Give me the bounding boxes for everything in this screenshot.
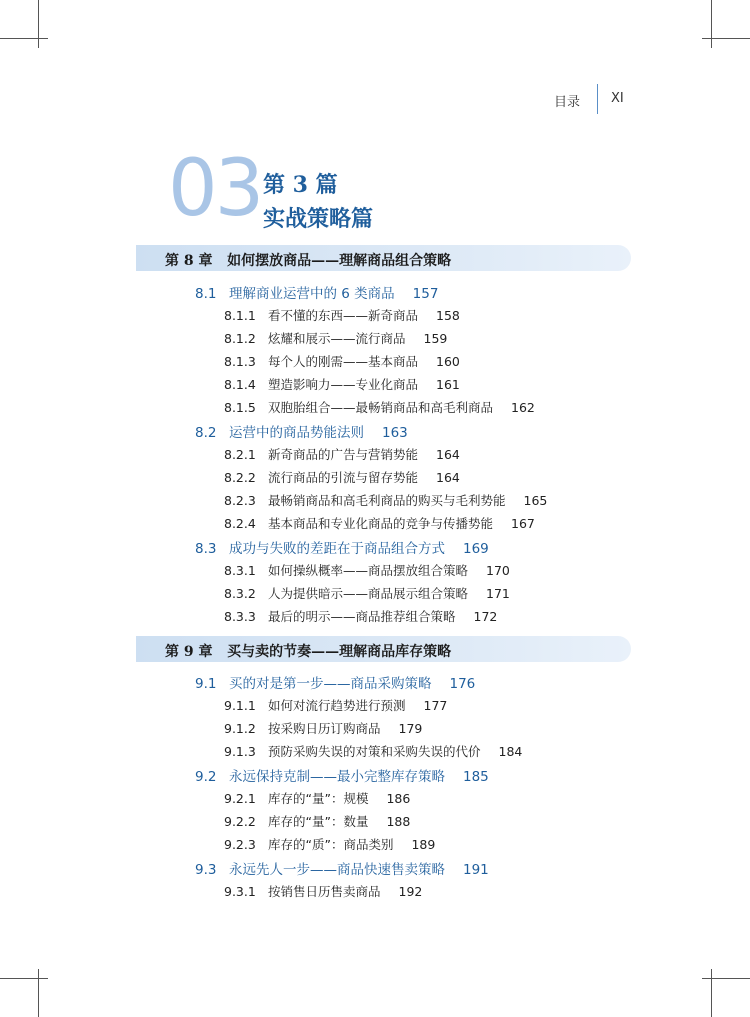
subsection-page: 192	[398, 884, 423, 899]
crop-mark	[0, 978, 48, 979]
section-title: 买的对是第一步——商品采购策略	[229, 676, 432, 692]
section-page: 163	[382, 425, 408, 441]
toc-section[interactable]	[195, 858, 489, 878]
section-number: 8.3	[195, 541, 217, 557]
subsection-title: 每个人的刚需——基本商品	[268, 354, 419, 369]
subsection-number: 8.3.3	[224, 609, 256, 624]
header-divider	[597, 84, 598, 114]
section-page: 157	[412, 286, 439, 302]
toc-section[interactable]	[195, 421, 408, 441]
toc-section[interactable]	[195, 537, 489, 557]
subsection-page: 177	[423, 698, 448, 713]
subsection-number: 8.3.2	[224, 586, 256, 601]
subsection-number: 8.2.3	[224, 493, 256, 508]
toc-subsection[interactable]	[224, 398, 535, 416]
section-number: 9.3	[195, 862, 217, 878]
crop-mark	[0, 38, 48, 39]
toc-subsection[interactable]	[224, 812, 410, 830]
subsection-title: 库存的“量”：规模	[268, 791, 369, 806]
subsection-number: 8.2.2	[224, 470, 256, 485]
running-header-label: 目录	[554, 95, 581, 110]
section-title: 成功与失败的差距在于商品组合方式	[229, 541, 445, 557]
toc-subsection[interactable]	[224, 468, 460, 486]
subsection-title: 最畅销商品和高毛利商品的购买与毛利势能	[268, 493, 506, 508]
subsection-title: 塑造影响力——专业化商品	[268, 377, 419, 392]
subsection-number: 8.2.1	[224, 447, 256, 462]
subsection-number: 9.1.1	[224, 698, 256, 713]
subsection-page: 172	[473, 609, 498, 624]
subsection-number: 8.1.2	[224, 331, 256, 346]
crop-mark	[711, 0, 712, 48]
subsection-page: 184	[498, 744, 523, 759]
subsection-title: 流行商品的引流与留存势能	[268, 470, 419, 485]
crop-mark	[702, 978, 750, 979]
subsection-page: 164	[436, 447, 460, 462]
chapter-title: 如何摆放商品——理解商品组合策略	[227, 253, 452, 269]
part-title: 实战策略篇	[263, 206, 374, 232]
subsection-title: 新奇商品的广告与营销势能	[268, 447, 419, 462]
chapter-label: 第 8 章	[165, 253, 213, 269]
subsection-number: 8.1.3	[224, 354, 256, 369]
subsection-title: 库存的“量”：数量	[268, 814, 369, 829]
section-title: 运营中的商品势能法则	[229, 425, 364, 441]
subsection-title: 人为提供暗示——商品展示组合策略	[268, 586, 469, 601]
subsection-page: 159	[423, 331, 448, 346]
subsection-number: 8.1.5	[224, 400, 256, 415]
subsection-number: 8.2.4	[224, 516, 256, 531]
toc-subsection[interactable]	[224, 514, 535, 532]
toc-section[interactable]	[195, 765, 489, 785]
toc-subsection[interactable]	[224, 561, 510, 579]
section-page: 191	[463, 862, 489, 878]
subsection-page: 165	[523, 493, 548, 508]
subsection-number: 8.1.4	[224, 377, 256, 392]
toc-subsection[interactable]	[224, 696, 447, 714]
subsection-page: 186	[386, 791, 411, 806]
section-number: 9.1	[195, 676, 217, 692]
subsection-title: 基本商品和专业化商品的竞争与传播势能	[268, 516, 494, 531]
crop-mark	[702, 38, 750, 39]
subsection-number: 9.2.2	[224, 814, 256, 829]
chapter-title: 买与卖的节奏——理解商品库存策略	[227, 644, 452, 660]
crop-mark	[38, 0, 39, 48]
subsection-title: 按销售日历售卖商品	[268, 884, 381, 899]
section-title: 永远保持克制——最小完整库存策略	[229, 769, 445, 785]
toc-section[interactable]	[195, 672, 475, 692]
toc-subsection[interactable]	[224, 491, 547, 509]
subsection-title: 最后的明示——商品推荐组合策略	[268, 609, 456, 624]
chapter-label: 第 9 章	[165, 644, 213, 660]
subsection-number: 9.1.3	[224, 744, 256, 759]
toc-subsection[interactable]	[224, 789, 410, 807]
toc-subsection[interactable]	[224, 445, 460, 463]
subsection-number: 9.2.1	[224, 791, 256, 806]
toc-subsection[interactable]	[224, 329, 447, 347]
subsection-title: 如何操纵概率——商品摆放组合策略	[268, 563, 469, 578]
subsection-page: 162	[511, 400, 535, 415]
section-title: 永远先人一步——商品快速售卖策略	[229, 862, 445, 878]
subsection-title: 炫耀和展示——流行商品	[268, 331, 406, 346]
crop-mark	[38, 969, 39, 1017]
subsection-title: 库存的“质”：商品类别	[268, 837, 394, 852]
section-page: 169	[463, 541, 489, 557]
chapter-heading[interactable]	[165, 641, 451, 661]
crop-mark	[711, 969, 712, 1017]
subsection-page: 158	[436, 308, 460, 323]
subsection-page: 188	[386, 814, 411, 829]
part-label: 第 3 篇	[263, 172, 338, 198]
section-page: 176	[449, 676, 476, 692]
subsection-page: 167	[511, 516, 535, 531]
toc-subsection[interactable]	[224, 835, 435, 853]
subsection-page: 164	[436, 470, 460, 485]
section-number: 8.2	[195, 425, 217, 441]
toc-subsection[interactable]	[224, 375, 460, 393]
subsection-title: 按采购日历订购商品	[268, 721, 381, 736]
section-number: 9.2	[195, 769, 217, 785]
toc-subsection[interactable]	[224, 607, 497, 625]
subsection-page: 179	[398, 721, 423, 736]
subsection-number: 9.2.3	[224, 837, 256, 852]
section-title: 理解商业运营中的 6 类商品	[229, 286, 395, 302]
subsection-title: 看不懂的东西——新奇商品	[268, 308, 419, 323]
subsection-page: 189	[411, 837, 436, 852]
subsection-number: 8.1.1	[224, 308, 256, 323]
subsection-title: 双胞胎组合——最畅销商品和高毛利商品	[268, 400, 494, 415]
subsection-page: 171	[486, 586, 510, 601]
toc-subsection[interactable]	[224, 584, 510, 602]
toc-subsection[interactable]	[224, 719, 422, 737]
part-number: 03	[168, 144, 262, 234]
subsection-page: 160	[436, 354, 460, 369]
toc-subsection[interactable]	[224, 306, 460, 324]
subsection-number: 9.3.1	[224, 884, 256, 899]
subsection-number: 9.1.2	[224, 721, 256, 736]
toc-subsection[interactable]	[224, 882, 422, 900]
toc-subsection[interactable]	[224, 352, 460, 370]
toc-section[interactable]	[195, 282, 438, 302]
section-number: 8.1	[195, 286, 217, 302]
toc-subsection[interactable]	[224, 742, 522, 760]
subsection-number: 8.3.1	[224, 563, 256, 578]
section-page: 185	[463, 769, 489, 785]
subsection-page: 161	[436, 377, 460, 392]
subsection-page: 170	[486, 563, 510, 578]
running-header-page: XI	[611, 91, 624, 106]
subsection-title: 如何对流行趋势进行预测	[268, 698, 406, 713]
subsection-title: 预防采购失误的对策和采购失误的代价	[268, 744, 481, 759]
chapter-heading[interactable]	[165, 250, 451, 270]
